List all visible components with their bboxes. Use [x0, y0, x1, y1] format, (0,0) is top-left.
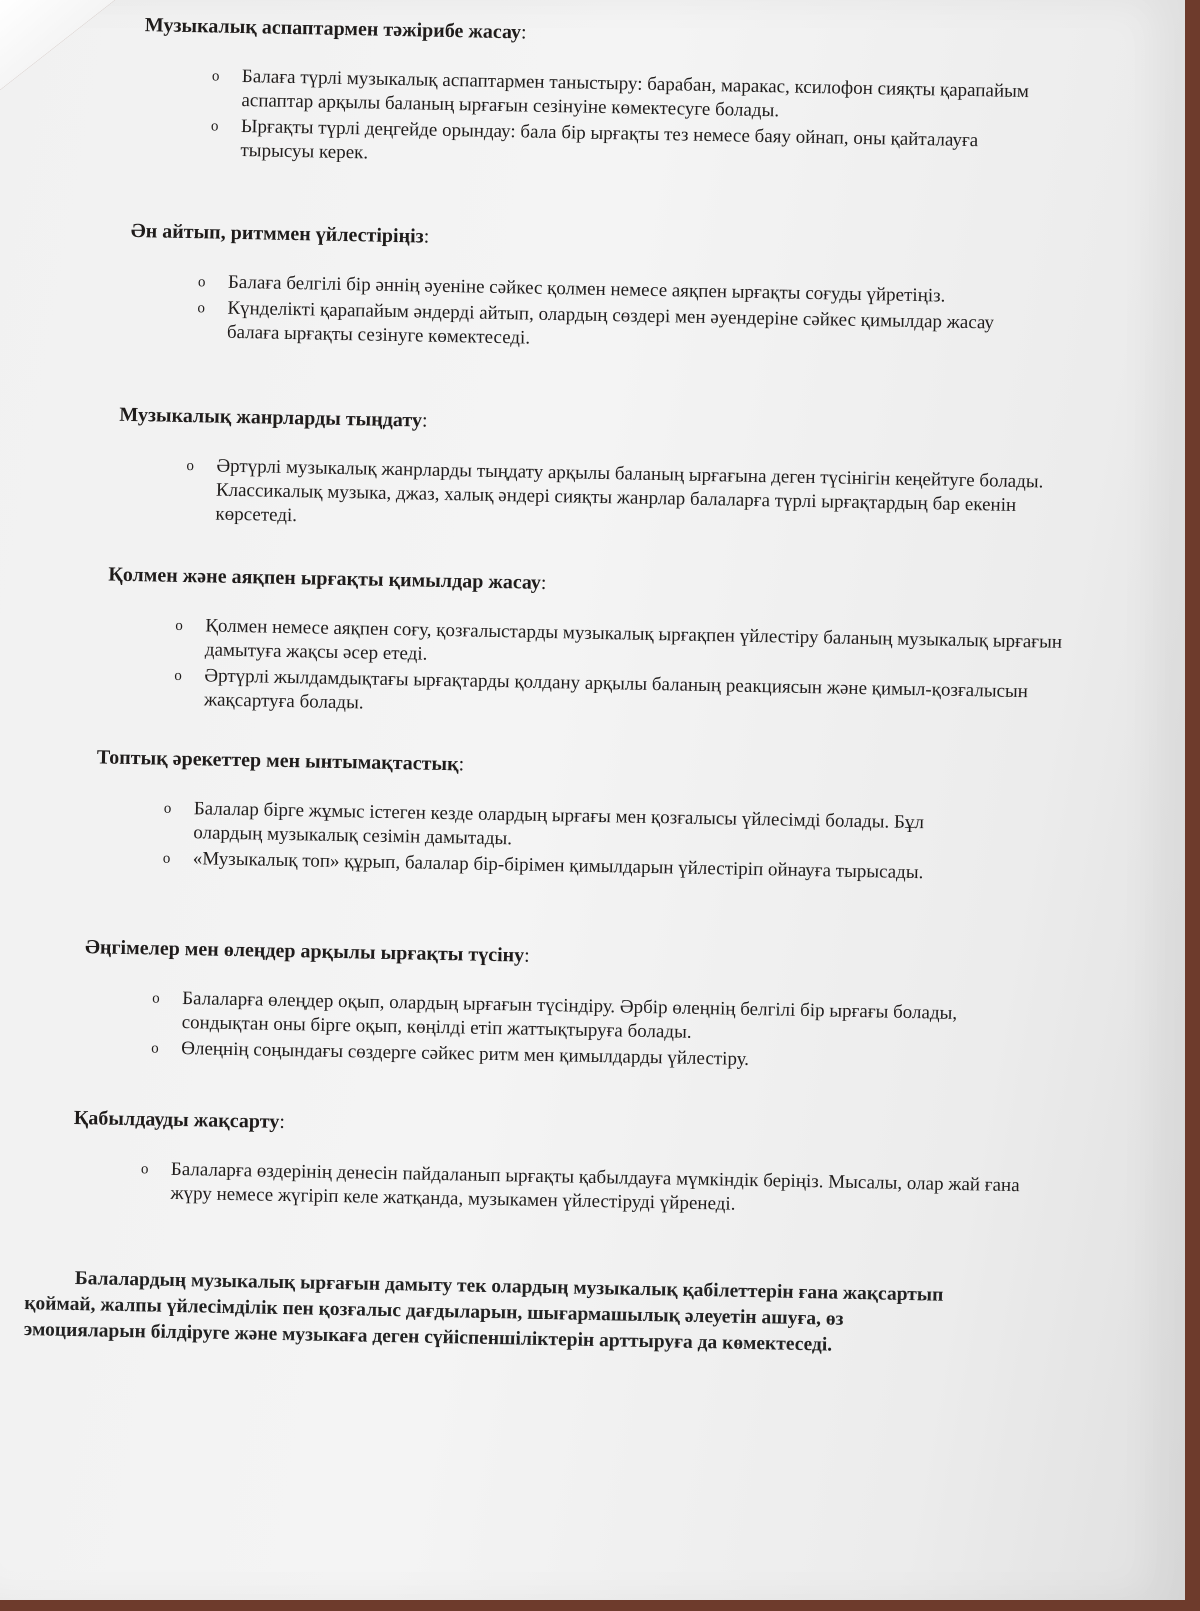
bullet-icon: o: [211, 68, 220, 85]
list-item-text: Өлеңнің соңындағы сөздерге сәйкес ритм мен қимылдарды үйлестіру.: [181, 1038, 750, 1070]
heading-colon: :: [458, 753, 465, 776]
bullet-icon: o: [175, 617, 183, 634]
heading-colon: :: [520, 21, 527, 44]
bullet-icon: o: [151, 1040, 159, 1057]
bullet-list: [163, 797, 1056, 888]
closing-paragraph: Балалардың музыкалық ырғағын дамыту тек олардың музыкалық қабілеттерін ғана жақсартып қоймай, жалпы үйлесімділік пен қозғалыс дағдыларын, шығармашылық әлеуетін ашуға, өз эмоцияларын білдіруге және музыкаға деген сүйіспеншіліктерін арттыруға да көмектеседі.: [23, 1268, 944, 1356]
list-item-text: Қолмен немесе аяқпен соғу, қозғалыстарды музыкалық ырғақпен үйлестіру баланың музыкалық ырғағын дамытуға жақсы әсер етеді.: [204, 615, 1063, 665]
bullet-icon: o: [162, 850, 171, 867]
section-instruments: [142, 13, 1105, 181]
list-item-text: Балалар бірге жұмыс істеген кезде олардың ырғағы мен қозғалысы үйлесімді болады. Бұл олардың музыкалық сезімін дамытады.: [193, 798, 925, 850]
section-poems: [83, 935, 1045, 1079]
list-item-text: Балаға белгілі бір әннің әуеніне сәйкес қолмен немесе аяқпен ырғақты соғуды үйретіңіз.: [227, 271, 946, 307]
bullet-icon: o: [140, 1161, 149, 1178]
section-perception: [72, 1106, 1034, 1224]
heading-colon: :: [523, 944, 530, 967]
heading-colon: :: [540, 571, 547, 594]
section-movements: [106, 563, 1069, 731]
bullet-icon: o: [197, 274, 206, 291]
section-genres: [117, 403, 1079, 545]
section-group-activities: [95, 745, 1057, 889]
bullet-list: [151, 986, 1044, 1077]
bullet-list: [197, 270, 1090, 361]
heading-colon: :: [423, 225, 430, 248]
list-item-text: Балаларға өлеңдер оқып, олардың ырғағын түсіндіру. Әрбір өлеңнің белгілі бір ырғағы болады, сондықтан оны бірге оқып, көңілді етіп жаттықтыруға болады.: [181, 988, 958, 1043]
list-item: [185, 454, 1056, 543]
list-item-text: Ырғақты түрлі деңгейде орындау: бала бір ырғақты тез немесе баяу ойнап, оны қайталауға тырысуы керек.: [240, 116, 979, 164]
section-heading: Ән айтып, ритммен үйлестіріңіз: [130, 219, 424, 248]
bullet-list: [140, 1157, 1033, 1222]
list-item-text: Күнделікті қарапайым әндерді айтып, олардың сөздері мен әуендеріне сәйкес қимылдар жасау балаға ырғақты сезінуге көмектеседі.: [226, 297, 995, 349]
bullet-list: [174, 614, 1068, 729]
list-item-text: Әртүрлі музыкалық жанрларды тыңдату арқылы баланың ырғағына деген түсінігін кеңейтуге болады. Классикалық музыка, джаз, халық әндері сияқты жанрлар балаларға түрлі ырғақтардың бар екенін көрсетеді.: [215, 455, 1044, 527]
section-heading: Қабылдауды жақсарту: [73, 1106, 280, 1133]
bullet-icon: o: [174, 667, 183, 684]
section-heading: Қолмен және аяқпен ырғақты қимылдар жасау: [108, 563, 542, 594]
bullet-list: [210, 64, 1104, 179]
bullet-icon: o: [210, 118, 219, 135]
section-heading: Музыкалық жанрларды тыңдату: [119, 403, 423, 432]
list-item: [140, 1157, 1051, 1222]
section-singing: [129, 219, 1091, 363]
bullet-icon: o: [152, 990, 160, 1007]
heading-colon: :: [421, 409, 428, 432]
section-heading: Әңгімелер мен өлеңдер арқылы ырғақты түсіну: [84, 936, 525, 967]
section-heading: Музыкалық аспаптармен тәжірибе жасау: [144, 14, 522, 44]
bullet-list: [185, 454, 1078, 543]
bullet-icon: o: [186, 458, 195, 475]
heading-colon: :: [279, 1110, 286, 1134]
list-item-text: «Музыкалық топ» құрып, балалар бір-бірімен қимылдарын үйлестіріп ойнауға тырысады.: [192, 848, 924, 884]
section-heading: Топтық әрекеттер мен ынтымақтастық: [96, 746, 459, 776]
bullet-icon: o: [163, 800, 172, 817]
list-item-text: Әртүрлі жылдамдықтағы ырғақтарды қолдану арқылы баланың реакциясын және қимыл-қозғалысын жақсартуға болады.: [203, 665, 1029, 714]
bullet-icon: o: [197, 300, 206, 317]
list-item-text: Балаға түрлі музыкалық аспаптармен таныстыру: барабан, маракас, ксилофон сияқты қарапайым аспаптар арқылы баланың ырғағын сезінуіне көмектесуге болады.: [241, 66, 1030, 122]
list-item-text: Балаларға өздерінің денесін пайдаланып ырғақты қабылдауға мүмкіндік беріңіз. Мысалы, олар жай ғана жүру немесе жүгіріп келе жатқанда, музыкамен үйлестіруді үйренеді.: [170, 1158, 1020, 1215]
